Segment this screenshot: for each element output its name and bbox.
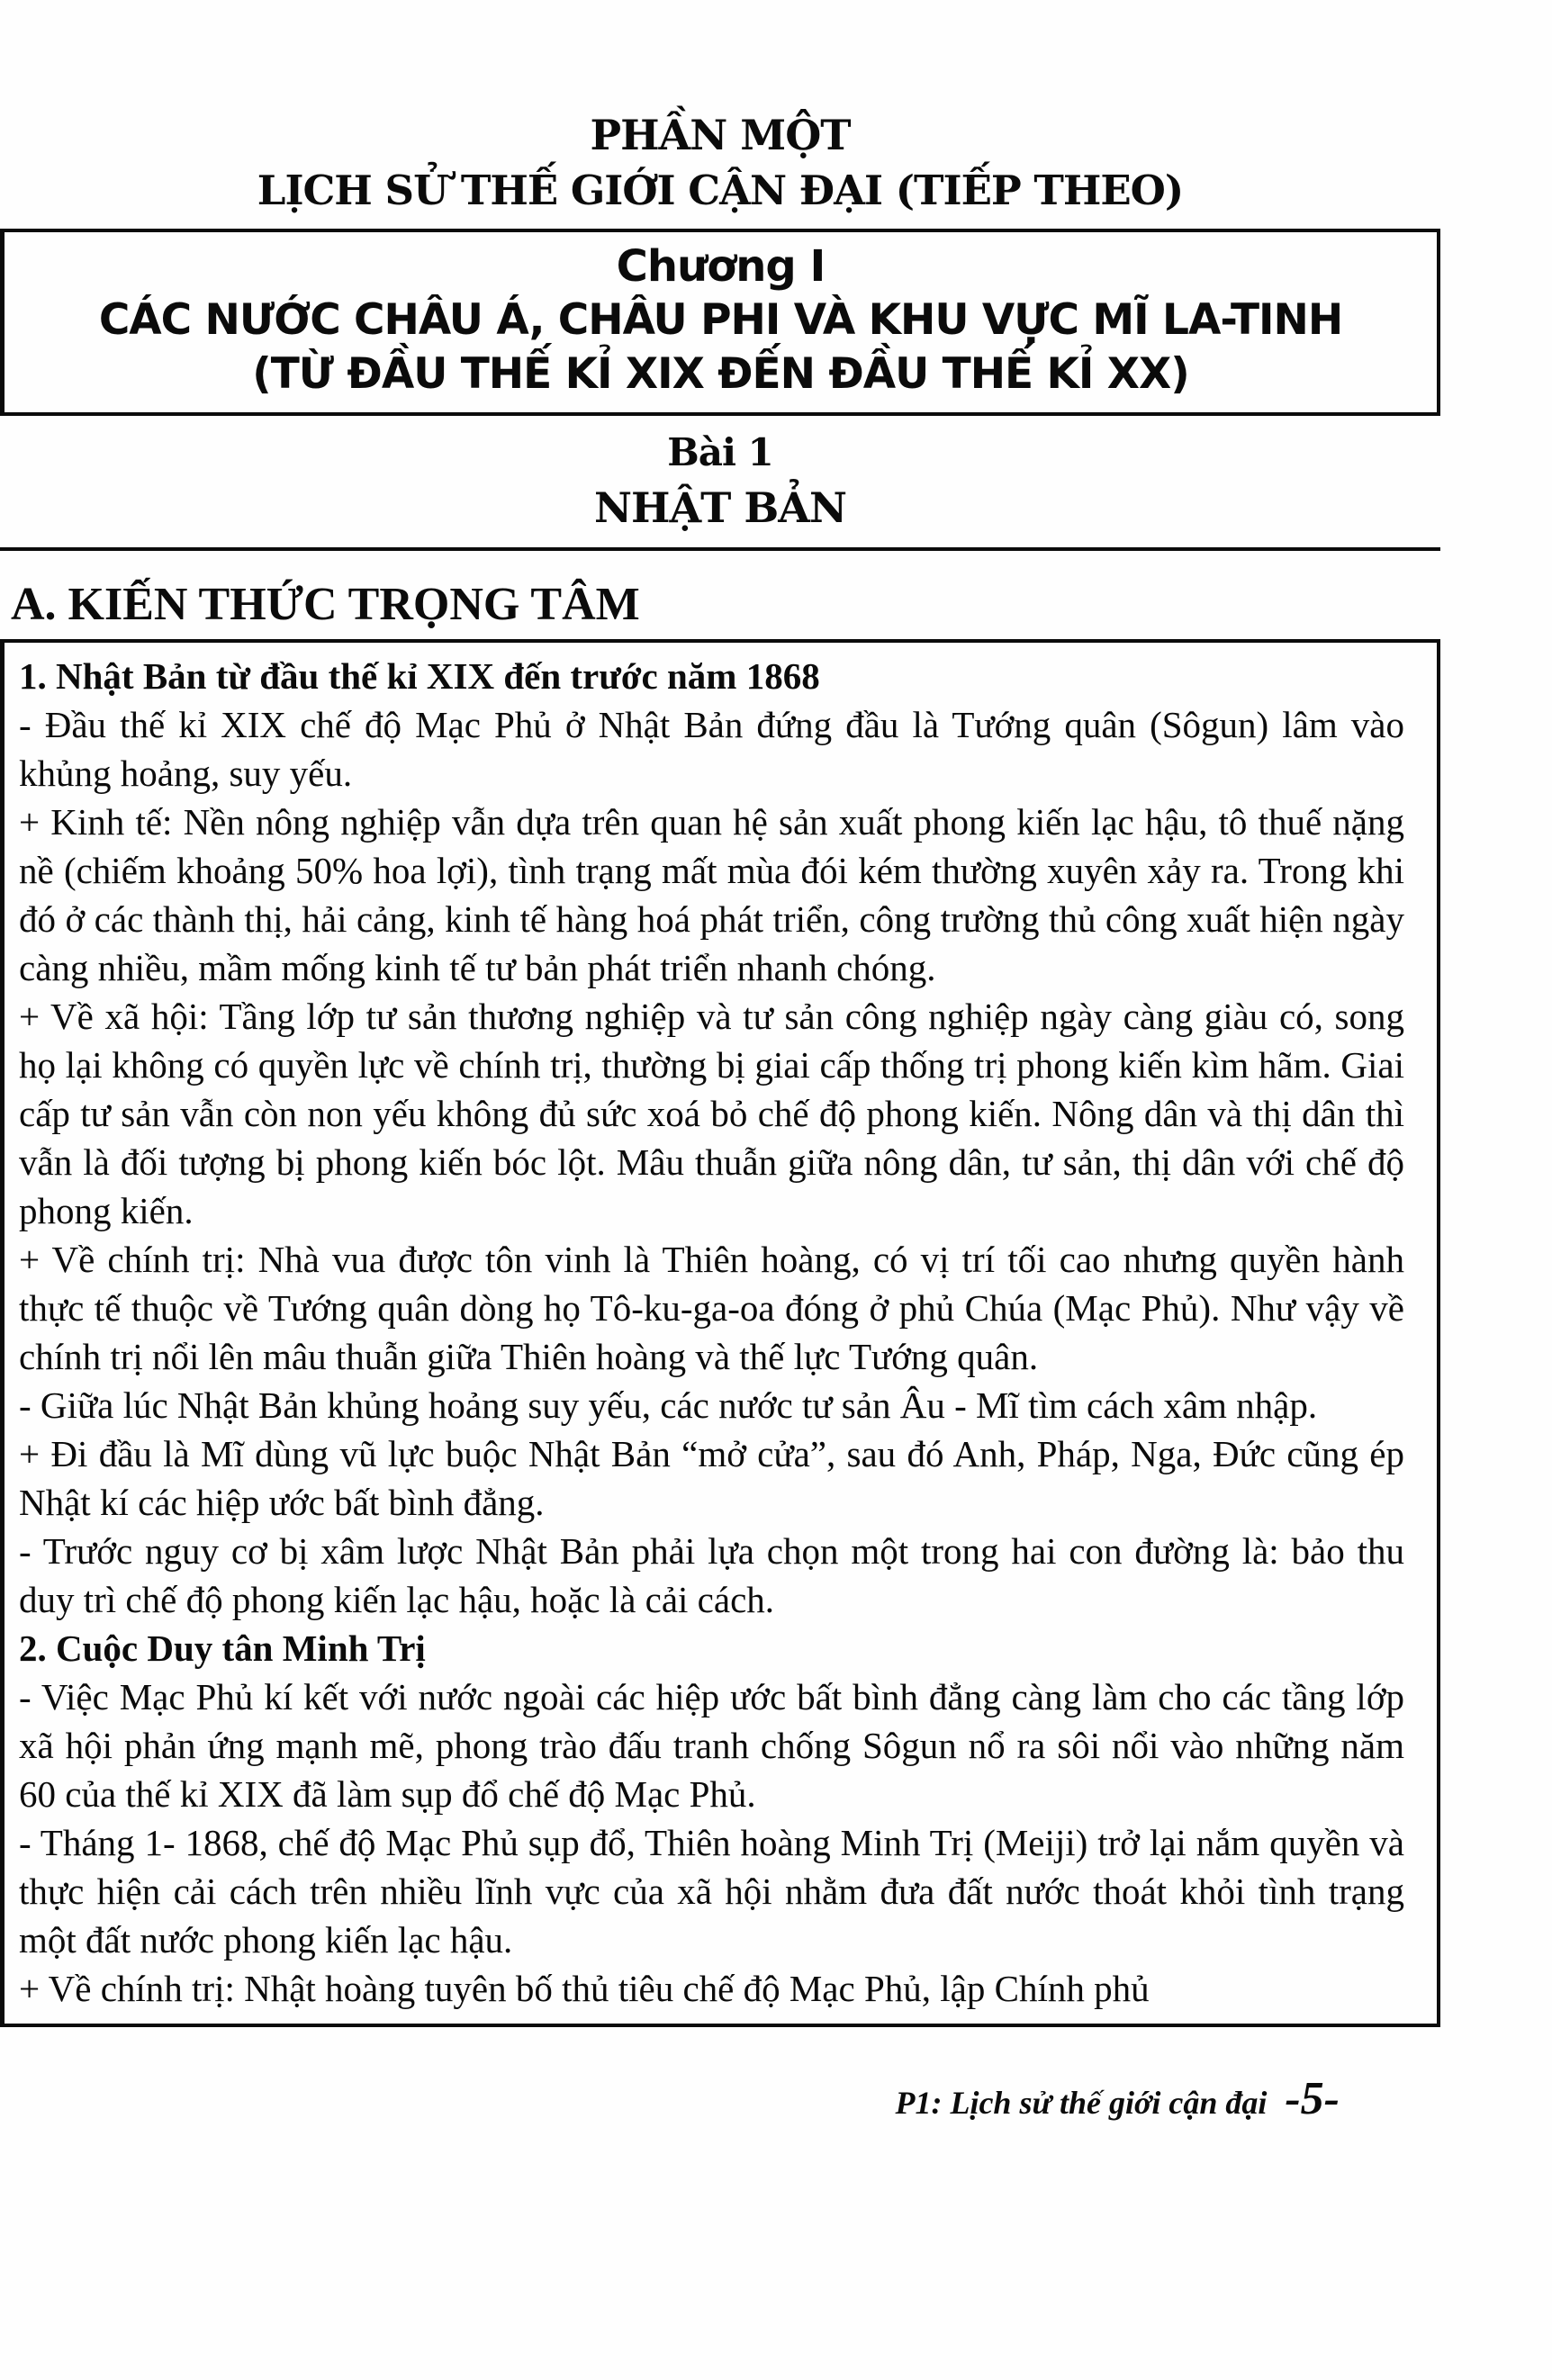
paragraph: + Về chính trị: Nhật hoàng tuyên bố thủ tiêu chế độ Mạc Phủ, lập Chính phủ <box>19 1968 1150 2009</box>
footer-page-number: -5- <box>1285 2073 1340 2124</box>
divider-rule <box>0 547 1440 551</box>
knowledge-box <box>0 639 1440 2027</box>
paragraph: - Giữa lúc Nhật Bản khủng hoảng suy yếu, các nước tư sản Âu - Mĩ tìm cách xâm nhập. <box>19 1384 1318 1426</box>
paragraph: + Đi đầu là Mĩ dùng vũ lực buộc Nhật Bản “mở cửa”, sau đó Anh, Pháp, Nga, Đức cũng ép Nhật kí các hiệp ước bất bình đẳng. <box>19 1433 1404 1523</box>
paragraph: - Việc Mạc Phủ kí kết với nước ngoài các hiệp ước bất bình đẳng càng làm cho các tầng lớp xã hội phản ứng mạnh mẽ, phong trào đấu tranh chống Sôgun nổ ra sôi nổi vào những năm 60 của thế kỉ XIX đã làm sụp đổ chế độ Mạc Phủ. <box>19 1676 1404 1815</box>
paragraph: - Trước nguy cơ bị xâm lược Nhật Bản phải lựa chọn một trong hai con đường là: bảo thu duy trì chế độ phong kiến lạc hậu, hoặc là cải cách. <box>19 1530 1404 1620</box>
chapter-box <box>0 229 1440 416</box>
chapter-title: CÁC NƯỚC CHÂU Á, CHÂU PHI VÀ KHU VỰC MĨ LA-TINH <box>98 295 1343 345</box>
section-2-heading: 2. Cuộc Duy tân Minh Trị <box>19 1627 426 1669</box>
page-footer <box>0 2072 1440 2125</box>
paragraph: + Kinh tế: Nền nông nghiệp vẫn dựa trên quan hệ sản xuất phong kiến lạc hậu, tô thuế nặng nề (chiếm khoảng 50% hoa lợi), tình trạng mất mùa đói kém thường xuyên xảy ra. Trong khi đó ở các thành thị, hải cảng, kinh tế hàng hoá phát triển, công trường thủ công xuất hiện ngày càng nhiều, mầm mống kinh tế tư bản phát triển nhanh chóng. <box>19 801 1404 988</box>
lesson-header <box>0 430 1440 533</box>
lesson-title: NHẬT BẢN <box>593 483 847 532</box>
part-subtitle: LỊCH SỬ THẾ GIỚI CẬN ĐẠI (TIẾP THEO) <box>257 167 1184 214</box>
footer-running-title: P1: Lịch sử thế giới cận đại <box>895 2085 1268 2121</box>
chapter-subtitle: (TỪ ĐẦU THẾ KỈ XIX ĐẾN ĐẦU THẾ KỈ XX) <box>252 349 1189 399</box>
section-a-heading: A. KIẾN THỨC TRỌNG TÂM <box>11 579 640 630</box>
lesson-label: Bài 1 <box>667 430 773 474</box>
chapter-label: Chương I <box>616 241 826 292</box>
paragraph: - Đầu thế kỉ XIX chế độ Mạc Phủ ở Nhật Bản đứng đầu là Tướng quân (Sôgun) lâm vào khủng hoảng, suy yếu. <box>19 704 1404 794</box>
paragraph: - Tháng 1- 1868, chế độ Mạc Phủ sụp đổ, Thiên hoàng Minh Trị (Meiji) trở lại nắm quyền và thực hiện cải cách trên nhiều lĩnh vực của xã hội nhằm đưa đất nước thoát khỏi tình trạng một đất nước phong kiến lạc hậu. <box>19 1822 1404 1961</box>
section-1-heading: 1. Nhật Bản từ đầu thế kỉ XIX đến trước năm 1868 <box>19 655 820 697</box>
paragraph: + Về chính trị: Nhà vua được tôn vinh là Thiên hoàng, có vị trí tối cao nhưng quyền hành thực tế thuộc về Tướng quân dòng họ Tô-ku-ga-oa đóng ở phủ Chúa (Mạc Phủ). Như vậy về chính trị nổi lên mâu thuẫn giữa Thiên hoàng và thế lực Tướng quân. <box>19 1239 1404 1377</box>
page-column <box>0 110 1440 2125</box>
paragraph: + Về xã hội: Tầng lớp tư sản thương nghiệp và tư sản công nghiệp ngày càng giàu có, song họ lại không có quyền lực về chính trị, thường bị giai cấp thống trị phong kiến kìm hãm. Giai cấp tư sản vẫn còn non yếu không đủ sức xoá bỏ chế độ phong kiến. Nông dân và thị dân thì vẫn là đối tượng bị phong kiến bóc lột. Mâu thuẫn giữa nông dân, tư sản, thị dân với chế độ phong kiến. <box>19 996 1404 1231</box>
part-title: PHẦN MỘT <box>590 111 851 159</box>
